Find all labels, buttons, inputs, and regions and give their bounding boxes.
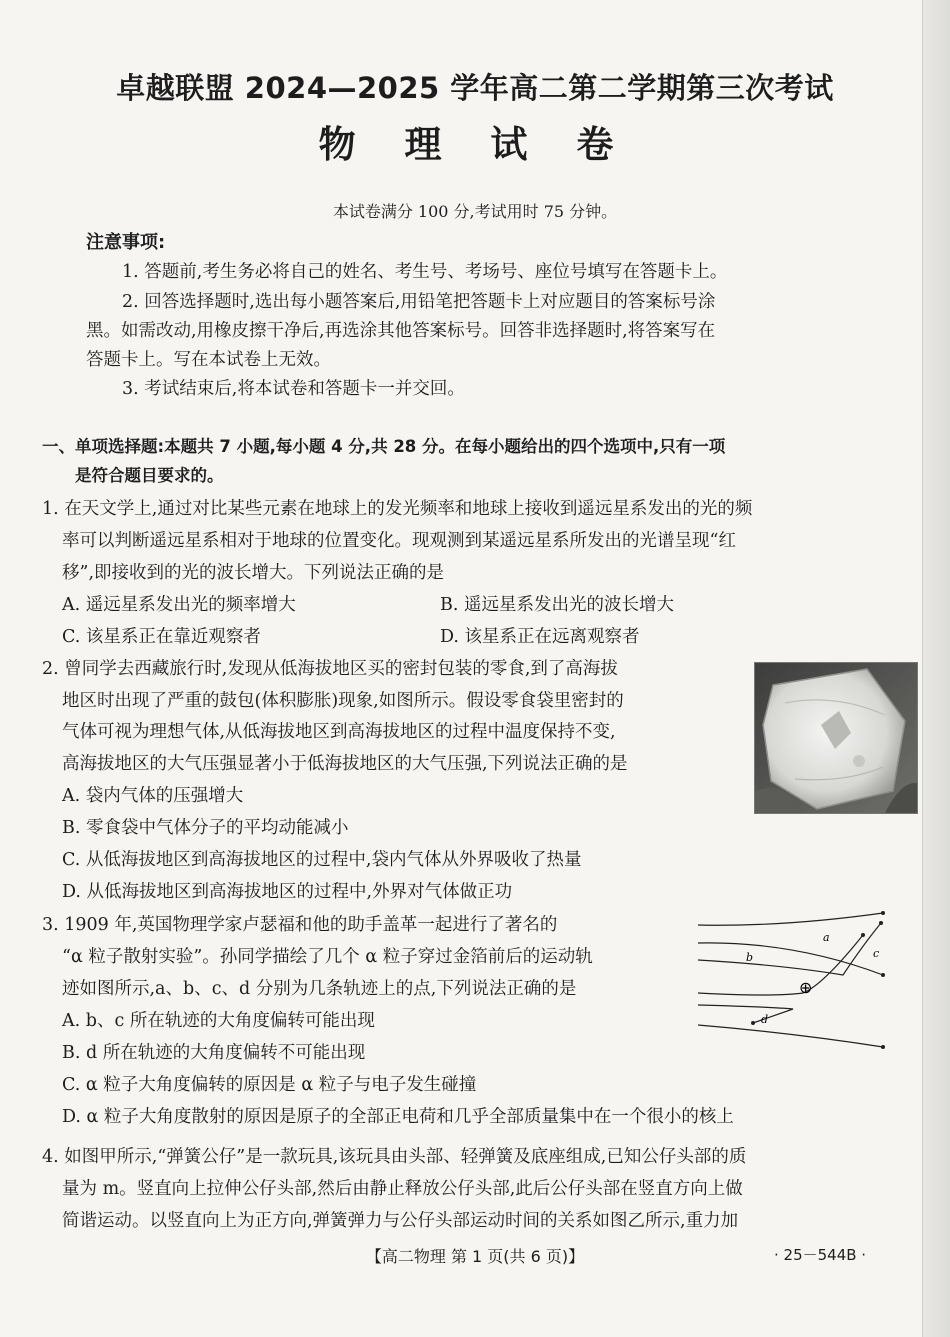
q1-option-b: B. 遥远星系发出光的波长增大 (440, 595, 674, 615)
label-d: d (761, 1013, 769, 1026)
label-a: a (823, 931, 830, 944)
arrow-head-4 (861, 933, 865, 937)
exam-title: 卓越联盟 2024—2025 学年高二第二学期第三次考试 (116, 71, 834, 105)
paper-code: · 25－544B · (774, 1246, 867, 1264)
q3-option-b: B. d 所在轨迹的大角度偏转不可能出现 (62, 1043, 366, 1063)
page-footer: 【高二物理 第 1 页(共 6 页)】 (365, 1247, 585, 1266)
q3-option-a: A. b、c 所在轨迹的大角度偏转可能出现 (62, 1011, 375, 1031)
q2-option-d: D. 从低海拔地区到高海拔地区的过程中,外界对气体做正功 (62, 882, 513, 902)
arrow-head-6 (881, 1045, 885, 1049)
arrow-head-3 (879, 921, 883, 925)
q1-option-d: D. 该星系正在远离观察者 (440, 627, 640, 647)
q3-stem-line-3: 迹如图所示,a、b、c、d 分别为几条轨迹上的点,下列说法正确的是 (62, 979, 577, 999)
trajectory-d (698, 1005, 793, 1023)
notes-heading: 注意事项: (86, 232, 166, 253)
q1-option-c: C. 该星系正在靠近观察者 (62, 627, 261, 647)
q4-stem-line-1: 4. 如图甲所示,“弹簧公仔”是一款玩具,该玩具由头部、轻弹簧及底座组成,已知公仔头部的质 (42, 1147, 747, 1167)
note-3: 3. 考试结束后,将本试卷和答题卡一并交回。 (122, 379, 465, 399)
note-2-line-3: 答题卡上。写在本试卷上无效。 (86, 350, 331, 370)
exam-info: 本试卷满分 100 分,考试用时 75 分钟。 (332, 202, 618, 221)
q2-stem-line-2: 地区时出现了严重的鼓包(体积膨胀)现象,如图所示。假设零食袋里密封的 (62, 691, 624, 711)
section-1-heading: 一、单项选择题:本题共 7 小题,每小题 4 分,共 28 分。在每小题给出的四个选项中,只有一项 (42, 437, 726, 456)
arrow-head-1 (881, 911, 885, 915)
trajectory-b (698, 943, 883, 975)
section-1-heading-cont: 是符合题目要求的。 (75, 466, 224, 485)
q3-stem-line-1: 3. 1909 年,英国物理学家卢瑟福和他的助手盖革一起进行了著名的 (42, 915, 558, 935)
note-2-line-2: 黑。如需改动,用橡皮擦干净后,再选涂其他答案标号。回答非选择题时,将答案写在 (86, 321, 716, 341)
nucleus-symbol: ⊕ (799, 978, 813, 997)
arrow-head-2 (881, 973, 885, 977)
q3-option-c: C. α 粒子大角度偏转的原因是 α 粒子与电子发生碰撞 (62, 1075, 477, 1095)
q3-stem-line-2: “α 粒子散射实验”。孙同学描绘了几个 α 粒子穿过金箔前后的运动轨 (62, 947, 593, 967)
label-c: c (873, 947, 880, 960)
q2-option-c: C. 从低海拔地区到高海拔地区的过程中,袋内气体从外界吸收了热量 (62, 850, 582, 870)
q1-stem-line-3: 移”,即接收到的光的波长增大。下列说法正确的是 (62, 563, 445, 583)
label-b: b (746, 951, 754, 964)
trajectory-c (698, 923, 881, 975)
q2-stem-line-4: 高海拔地区的大气压强显著小于低海拔地区的大气压强,下列说法正确的是 (62, 754, 628, 774)
q2-stem-line-1: 2. 曾同学去西藏旅行时,发现从低海拔地区买的密封包装的零食,到了高海拔 (42, 659, 618, 679)
q4-stem-line-3: 简谐运动。以竖直向上为正方向,弹簧弹力与公仔头部运动时间的关系如图乙所示,重力加 (62, 1211, 739, 1231)
note-2-line-1: 2. 回答选择题时,选出每小题答案后,用铅笔把答题卡上对应题目的答案标号涂 (122, 292, 716, 312)
alpha-scattering-diagram (693, 905, 898, 1055)
arrow-head-5 (751, 1021, 755, 1025)
exam-subtitle: 物 理 试 卷 (318, 123, 632, 166)
note-1: 1. 答题前,考生务必将自己的姓名、考生号、考场号、座位号填写在答题卡上。 (122, 262, 728, 282)
snack-bag-photo (754, 662, 918, 814)
q3-option-d: D. α 粒子大角度散射的原因是原子的全部正电荷和几乎全部质量集中在一个很小的核上 (62, 1107, 734, 1127)
trajectory-bottom (698, 1025, 883, 1047)
trajectory-mid (698, 935, 863, 995)
q2-option-a: A. 袋内气体的压强增大 (62, 786, 244, 806)
q1-stem-line-2: 率可以判断遥远星系相对于地球的位置变化。现观测到某遥远星系所发出的光谱呈现“红 (62, 531, 736, 551)
trajectory-top (698, 913, 883, 925)
q2-option-b: B. 零食袋中气体分子的平均动能减小 (62, 818, 349, 838)
q1-option-a: A. 遥远星系发出光的频率增大 (62, 595, 296, 615)
q4-stem-line-2: 量为 m。竖直向上拉伸公仔头部,然后由静止释放公仔头部,此后公仔头部在竖直方向上做 (62, 1179, 743, 1199)
q2-stem-line-3: 气体可视为理想气体,从低海拔地区到高海拔地区的过程中温度保持不变, (62, 722, 616, 742)
q1-stem-line-1: 1. 在天文学上,通过对比某些元素在地球上的发光频率和地球上接收到遥远星系发出的光的频 (42, 499, 753, 519)
